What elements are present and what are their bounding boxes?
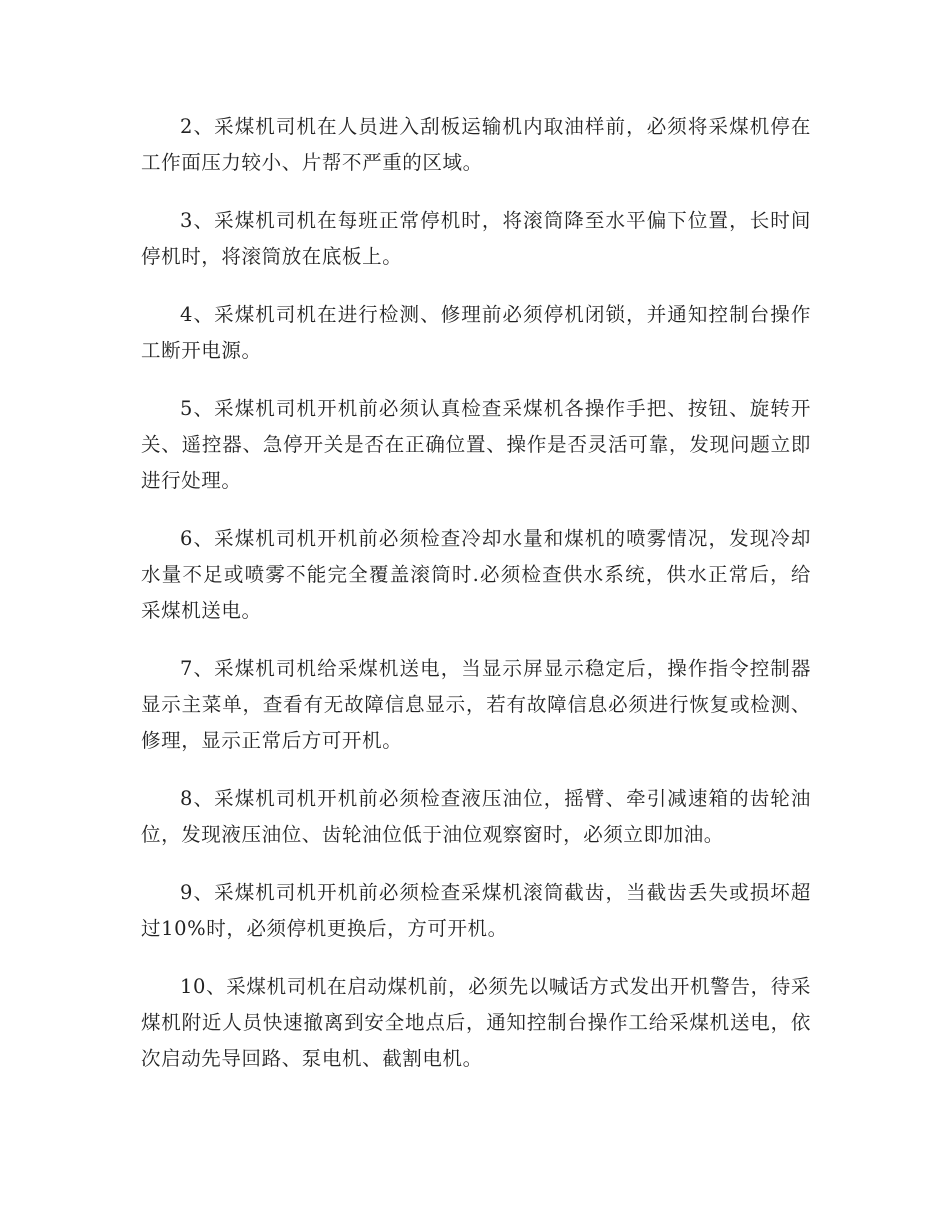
paragraph-item-8: 8、采煤机司机开机前必须检查液压油位，摇臂、牵引减速箱的齿轮油位，发现液压油位、齿轮油位低于油位观察窗时，必须立即加油。 <box>141 787 811 846</box>
paragraph-item-5: 5、采煤机司机开机前必须认真检查采煤机各操作手把、按钮、旋转开关、遥控器、急停开关是否在正确位置、操作是否灵活可靠，发现问题立即进行处理。 <box>141 397 811 492</box>
paragraph-item-7: 7、采煤机司机给采煤机送电，当显示屏显示稳定后，操作指令控制器显示主菜单，查看有无故障信息显示，若有故障信息必须进行恢复或检测、修理，显示正常后方可开机。 <box>141 657 811 752</box>
paragraph-item-10: 10、采煤机司机在启动煤机前，必须先以喊话方式发出开机警告，待采煤机附近人员快速撤离到安全地点后，通知控制台操作工给采煤机送电，依次启动先导回路、泵电机、截割电机。 <box>141 975 811 1070</box>
paragraph-item-6: 6、采煤机司机开机前必须检查冷却水量和煤机的喷雾情况，发现冷却水量不足或喷雾不能完全覆盖滚筒时.必须检查供水系统，供水正常后，给采煤机送电。 <box>141 527 811 622</box>
paragraph-item-4: 4、采煤机司机在进行检测、修理前必须停机闭锁，并通知控制台操作工断开电源。 <box>141 303 811 362</box>
paragraph-item-9: 9、采煤机司机开机前必须检查采煤机滚筒截齿，当截齿丢失或损坏超过10%时，必须停机更换后，方可开机。 <box>141 881 811 940</box>
paragraph-item-3: 3、采煤机司机在每班正常停机时，将滚筒降至水平偏下位置，长时间停机时，将滚筒放在底板上。 <box>141 209 811 268</box>
document-body <box>141 109 811 1099</box>
paragraph-item-2: 2、采煤机司机在人员进入刮板运输机内取油样前，必须将采煤机停在工作面压力较小、片帮不严重的区域。 <box>141 115 811 174</box>
